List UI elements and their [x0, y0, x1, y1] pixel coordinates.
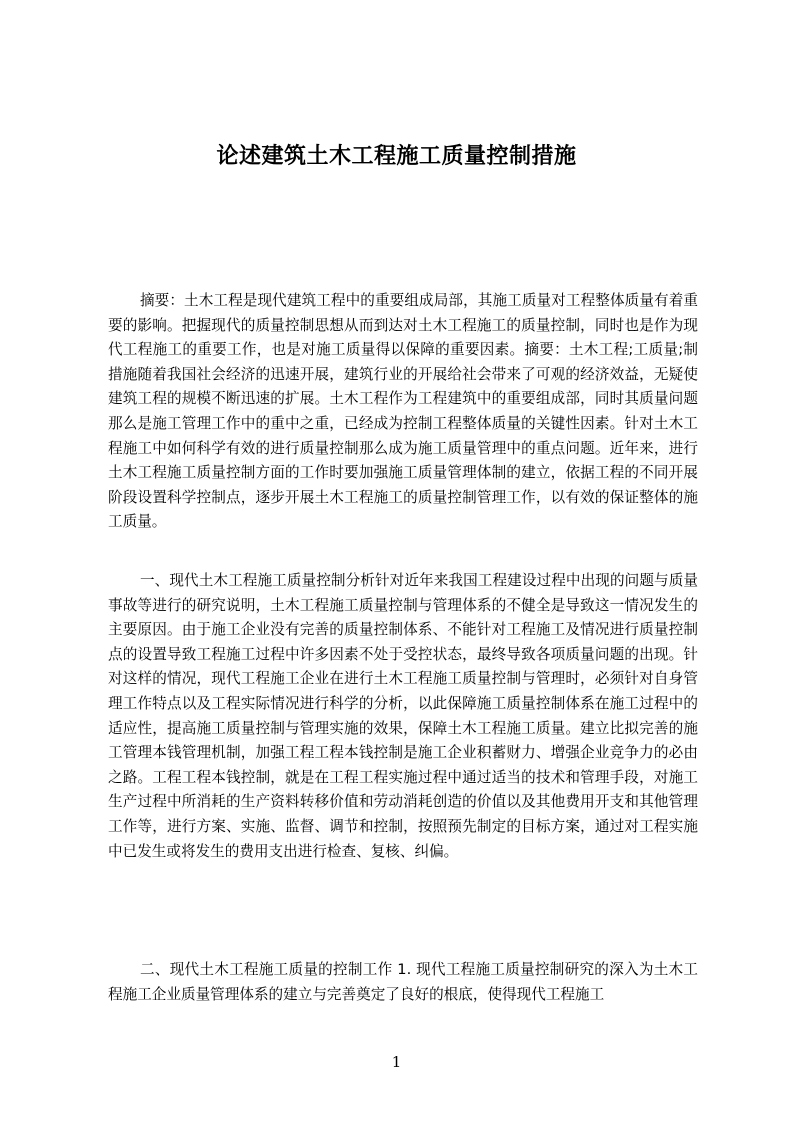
- abstract-paragraph: 摘要：土木工程是现代建筑工程中的重要组成局部，其施工质量对工程整体质量有着重要的影响。把握现代的质量控制思想从而到达对土木工程施工的质量控制，同时也是作为现代工程施工的重要工作，也是对施工质量得以保障的重要因素。摘要：土木工程;工质量;制措施随着我国社会经济的迅速开展，建筑行业的开展给社会带来了可观的经济效益，无疑使建筑工程的规模不断迅速的扩展。土木工程作为工程建筑中的重要组成部，同时其质量问题那么是施工管理工作中的重中之重，已经成为控制工程整体质量的关键性因素。针对土木工程施工中如何科学有效的进行质量控制那么成为施工质量管理中的重点问题。近年来，进行土木工程施工质量控制方面的工作时要加强施工质量管理体制的建立，依据工程的不同开展阶段设置科学控制点，逐步开展土木工程施工的质量控制管理工作，以有效的保证整体的施工质量。: [108, 292, 698, 531]
- page-number: 1: [391, 1053, 402, 1071]
- document-title: 论述建筑土木工程施工质量控制措施: [216, 144, 577, 169]
- section-two-paragraph: 二、现代土木工程施工质量的控制工作 1. 现代工程施工质量控制研究的深入为土木工程施工企业质量管理体系的建立与完善奠定了良好的根底，使得现代工程施工: [108, 961, 698, 1003]
- section-one-paragraph: 一、现代土木工程施工质量控制分析针对近年来我国工程建设过程中出现的问题与质量事故等进行的研究说明，土木工程施工质量控制与管理体系的不健全是导致这一情况发生的主要原因。由于施工企业没有完善的质量控制体系、不能针对工程施工及情况进行质量控制点的设置导致工程施工过程中许多因素不处于受控状态，最终导致各项质量问题的出现。针对这样的情况，现代工程施工企业在进行土木工程施工质量控制与管理时，必须针对自身管理工作特点以及工程实际情况进行科学的分析，以此保障施工质量控制体系在施工过程中的适应性，提高施工质量控制与管理实施的效果，保障土木工程施工质量。建立比拟完善的施工管理本钱管理机制，加强工程工程本钱控制是施工企业积蓄财力、增强企业竞争力的必由之路。工程工程本钱控制，就是在工程工程实施过程中通过适当的技术和管理手段，对施工生产过程中所消耗的生产资料转移价值和劳动消耗创造的价值以及其他费用开支和其他管理工作等，进行方案、实施、监督、调节和控制，按照预先制定的目标方案，通过对工程实施中已发生或将发生的费用支出进行检查、复核、纠偏。: [108, 572, 698, 860]
